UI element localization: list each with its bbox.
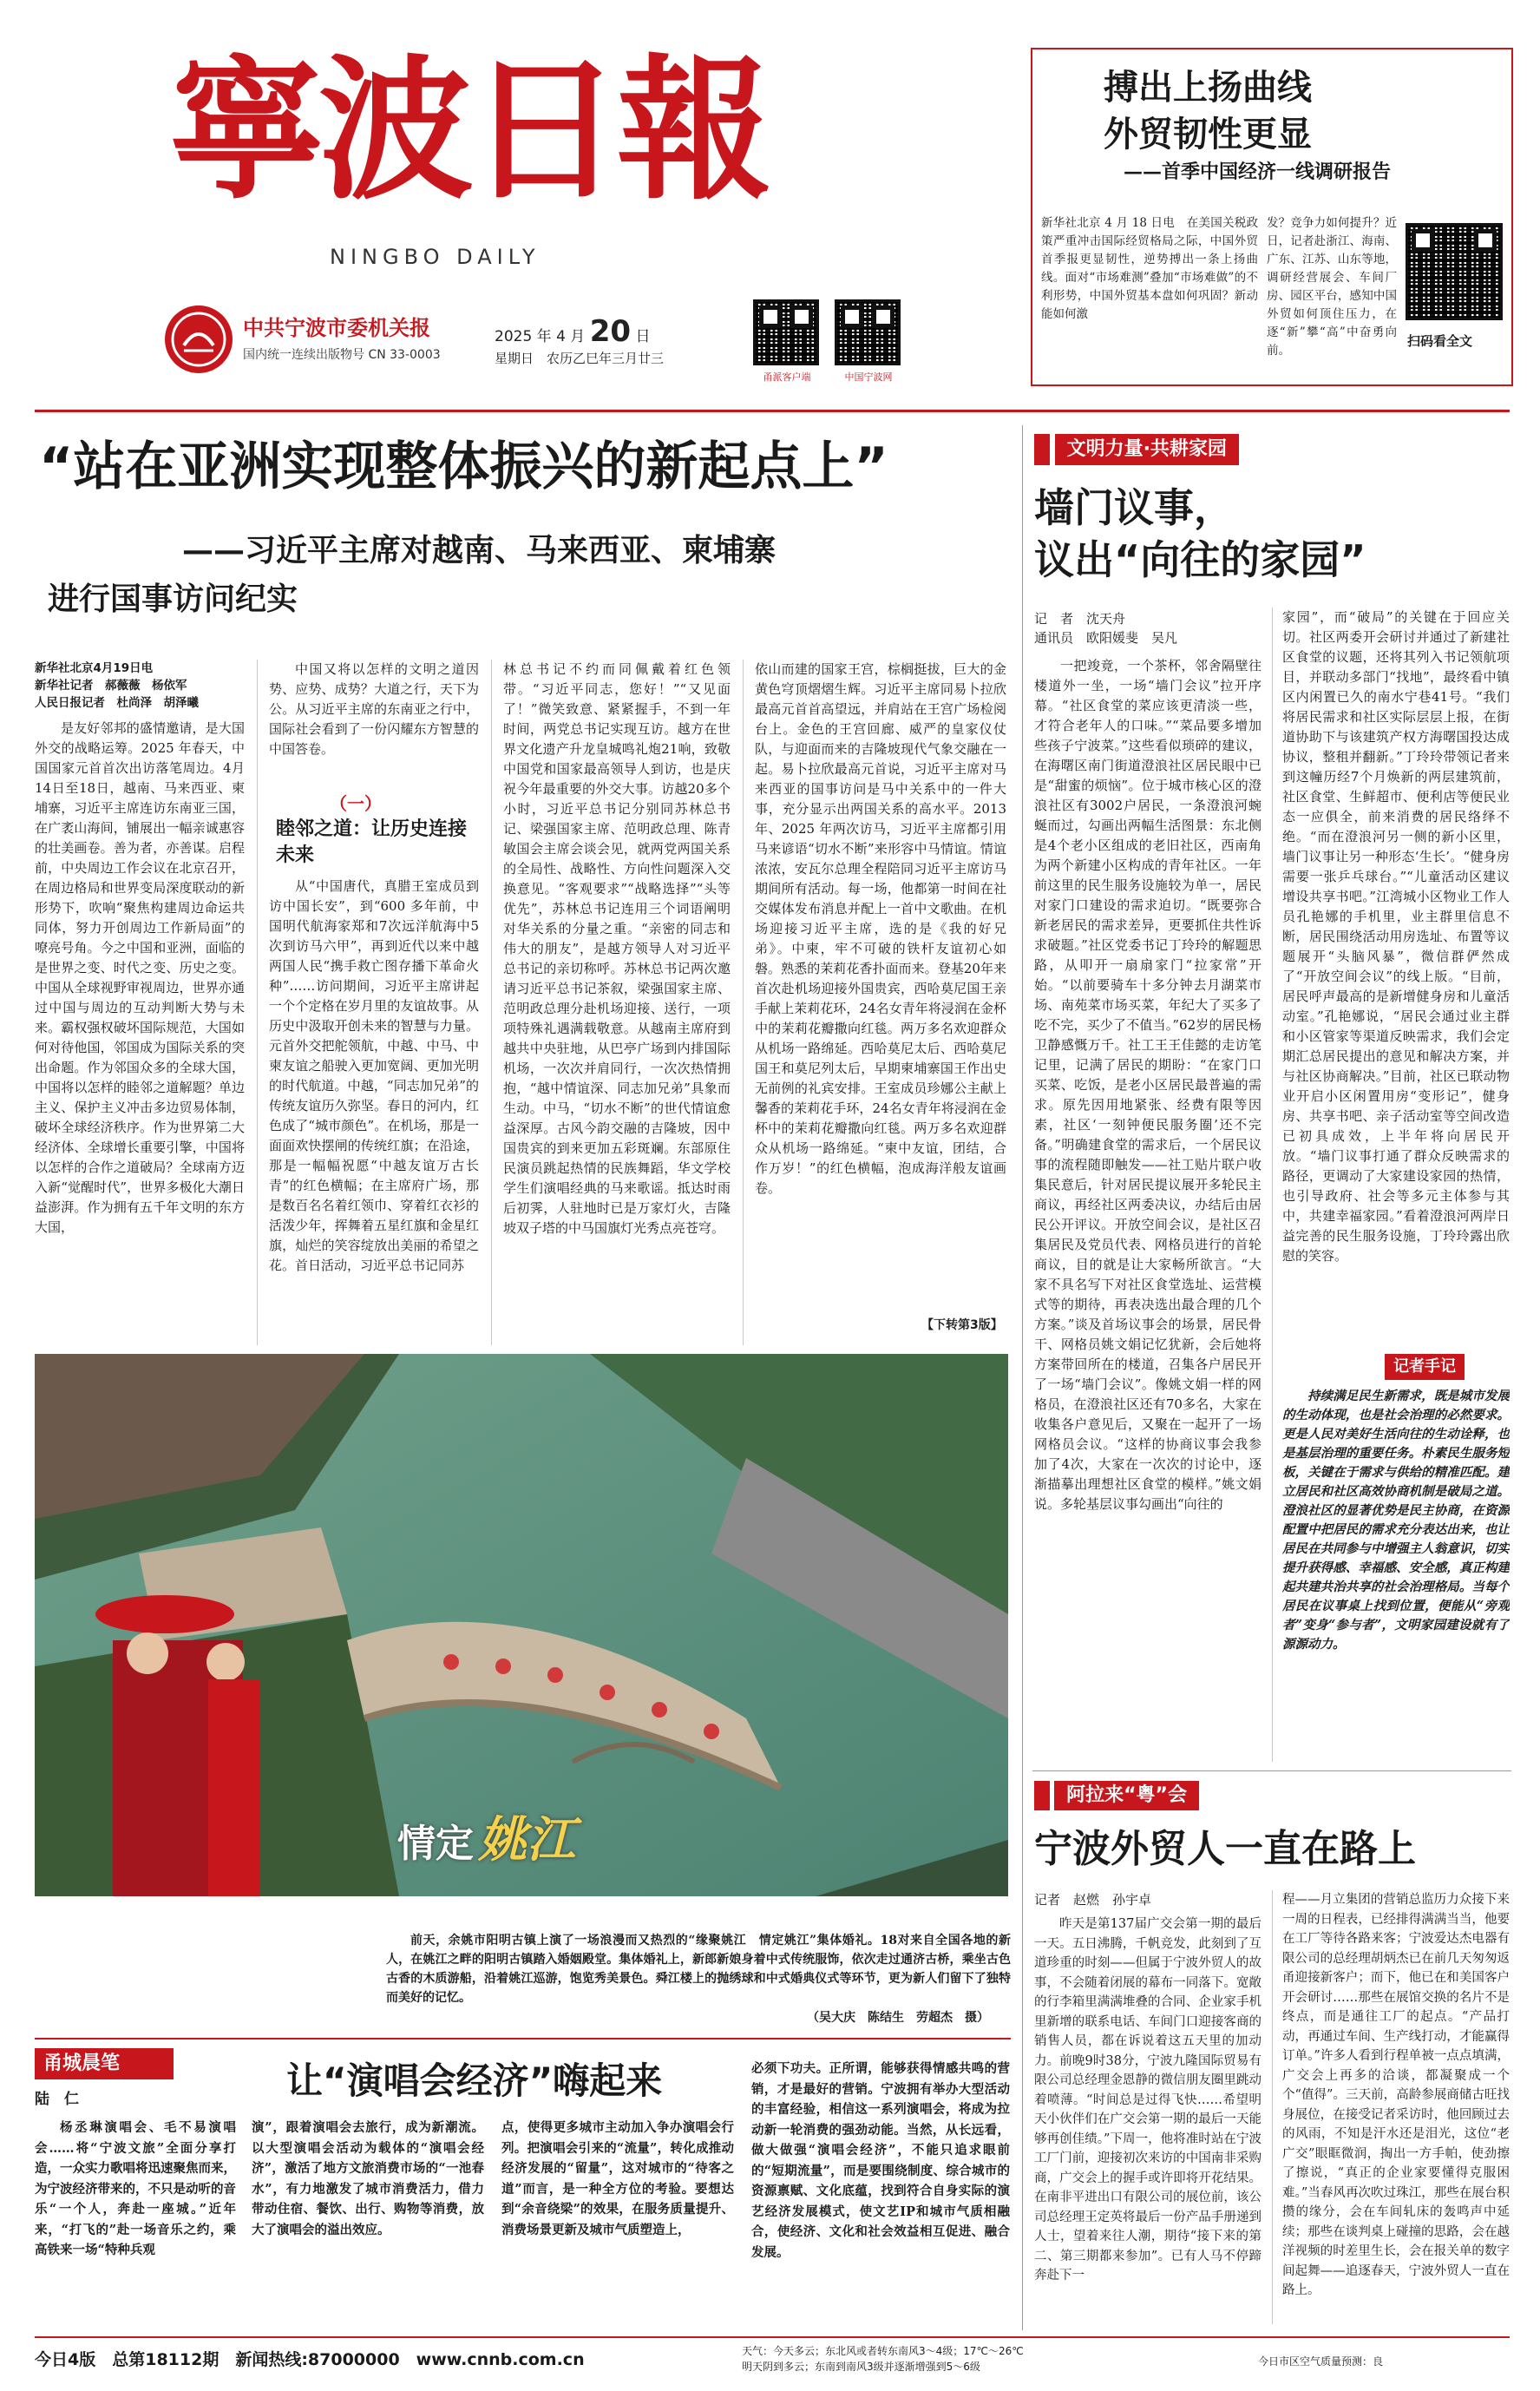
photo-title-box: [382, 1810, 591, 1870]
right2-reporter: 记者 赵燃 孙宇卓: [1034, 1892, 1152, 1908]
qr-label-app: 甬派客户端: [763, 371, 811, 383]
col-rule: [743, 660, 744, 1345]
right-column-rule: [1022, 425, 1023, 2330]
right1-note: 持续满足民生新需求，既是城市发展的生动体现，也是社会治理的必然要求。更是人民对美好生活向往的生动诠释，也是基层治理的重要任务。朴素民生服务短板，关键在于需求与供给的精准匹配。建立居民和社区高效协商机制是破局之道。澄浪社区的显著优势是民主协商，在资源配置中把居民的需求充分表达出来，也让居民在共同参与中增强主人翁意识，切实提升获得感、幸福感、安全感，真正构建起共建共治共享的社会治理格局。当每个居民在议事桌上找到位置，便能从“旁观者”变身“参与者”，文明家园建设就有了源源动力。: [1282, 1389, 1510, 1652]
paper-logo: [165, 305, 233, 373]
photo-credit: （吴大庆 陈结生 劳超杰 摄）: [807, 2008, 989, 2026]
right1-tag: [1034, 434, 1294, 465]
photo-title-a: 情定: [397, 1822, 474, 1866]
right1-col1: 一把竣竟，一个茶杯，邻舍隔壁往楼道外一坐，一场“墙门会议”拉开序幕。“社区食堂的菜应该更清淡一些，才符合老年人的口味。”“菜品要多增加些孩子宁波菜。”这些看似琐碎的建议，在海曙区南门街道澄浪社区居民眼中已是“甜蜜的烦恼”。位于城市核心区的澄浪社区有3002户居民，一条澄浪河蜿蜒而过，勾画出两幅生活图景：东北侧是4个老小区组成的老旧社区，西南角为两个新建小区构成的青年社区。一年前这里的民生服务设施较为单一，居民对家门口建设的需求迫切。“既要弥合新老居民的需求差异，更要抓住共性诉求破题。”社区党委书记丁玲玲的解题思路，从叩开一扇扇家门“拉家常”开始。“以前要骑车十多分钟去月湖菜市场、南苑菜市场买菜，年纪大了买多了吃不完，买少了不值当。”62岁的居民杨卫静感慨万千。社工王王佳懿的走访笔记里，记满了居民的期盼：“在家门口买菜、吃饭，是老小区居民最普遍的需求。原先因用地紧张、经费有限等因素，社区‘一刻钟便民服务圈’还不完备。”明确建食堂的需求后，一个居民议事的流程随即触发——社工贴片联户收集民意后，针对居民提议展开多轮民主商议，再经社区两委决议，办结后由居民公开评议。开放空间会议，是社区召集居民及党员代表、网格员进行的首轮商议，目的就是让大家畅所欲言。“大家不具名写下对社区食堂选址、运营模式等的期待，再表决选出最合理的几个方案。”谈及首场议事会的场景，居民骨干、网格员姚文娟记忆犹新，会后她将方案带回所在的楼道，召集各户居民开了一场“墙门会议”。像姚文娟一样的网格员，在澄浪社区还有70多名，大家在收集各户意见后，又聚在一起开了一场网格员会议。“这样的协商议事会我参加了4次，大家在一次次的讨论中，逐渐描摹出理想社区食堂的模样。”姚文娟说。多轮基层议事勾画出“向往的: [1034, 658, 1261, 1512]
right1-headline1: 墙门议事，: [1034, 484, 1234, 531]
bottom-col3: 点，使得更多城市主动加入争办演唱会行列。把演唱会引来的“流量”，转化成推动经济发展的“留量”，这对城市的“待客之道”而言，是一种全方位的考验。要想达到“余音绕梁”的效果，在服务质量提升、消费场景更新及城市气质塑造上，: [501, 2120, 734, 2237]
lead-section-title: 睦邻之道：让历史连接未来: [276, 818, 468, 866]
footer-air-quality: 今日市区空气质量预测：良: [1258, 2355, 1384, 2368]
qr-code-web[interactable]: [835, 299, 901, 365]
right2-tag: [1034, 1781, 1199, 1810]
right1-byline: [1034, 609, 1177, 647]
bottom-col1: 杨丞琳演唱会、毛不易演唱会……将“宁波文旅”全面分享打造，一众实力歌唱将迅速聚焦而来，为宁波经济带来的，不只是动听的音乐“一个人，奔赴一座城。”近年来，“打飞的”赴一场音乐之约，乘高铁来一场“特种兵观: [35, 2120, 236, 2257]
bottom-column-tag: 甬城晨笔: [35, 2048, 174, 2079]
footer-divider: [35, 2336, 1510, 2338]
lead-continued: 【下转第3版】: [921, 1318, 1003, 1332]
right2-col1: 昨天是第137届广交会第一期的最后一天。五日沸腾，千帆竞发，此刻到了互道珍重的时刻——但属于宁波外贸人的故事，不会随着闭展的幕布一同落下。宽敞的行李箱里满满堆叠的合同、企业家手机里新增的联系电话、车间门口迎接客商的销售人员，都在诉说着这五天里的加动力。前晚9时38分，宁波九隆国际贸易有限公司总经理金恩静的微信朋友圈里跳动着喷薄。“时间总是过得飞快……希望明天小伙伴们在广交会第一期的最后一天能够再创佳绩。”下周一，他将准时站在宁波工厂门前，迎接初次来访的中国南非采购商，广交会上的握手或许即将开花结果。在南非平进出口有限公司的展位前，该公司总经理王定英将最后一份产品手册递到人士，望着来往人潮，期待“接下来的第二、第三期都来参加”。已有人马不停蹄奔赴下一: [1034, 1917, 1261, 2283]
lead-col2a: 中国又将以怎样的文明之道因势、应势、成势？大道之行，天下为公。从习近平主席的东南亚之行中，国际社会看到了一份闪耀东方智慧的中国答卷。: [269, 661, 479, 757]
footer-weather-tomorrow: 明天阴到多云；东南到南风3级并逐渐增强到5～6级: [742, 2361, 980, 2373]
masthead-english: NINGBO DAILY: [330, 245, 541, 269]
lead-subhead2: 进行国事访问纪实: [48, 581, 298, 617]
photo-caption: 前天，余姚市阳明古镇上演了一场浪漫而又热烈的“缘聚姚江 情定姚江”集体婚礼。18对来自全国各地的新人，在姚江之畔的阳明古镇踏入婚姻殿堂。集体婚礼上，新郎新娘身着中式传统服饰，依次走过通济古桥，乘坐古色古香的木质游船，沿着姚江巡游，饱览秀美景色。舜江楼上的抛绣球和中式婚典仪式等环节，更为新人们留下了独特而美好的记忆。: [386, 1931, 1011, 2026]
top-feature-subhead: ——首季中国经济一线调研报告: [1124, 161, 1392, 183]
masthead-divider: [35, 410, 1510, 412]
right1-col2: 家园”，而“破局”的关键在于回应关切。社区两委开会研讨并通过了新建社区食堂的议题，还将其列入书记领航项目，并联动多部门“找地”，最终看中镇区内闲置已久的南水宁巷41号。“我们将居民需求和社区实际层层上报，在街道协助下与该建筑产权方海曙国投达成协议，整租并翻新。”丁玲玲带领记者来到这幢历经7个月焕新的两层建筑前，社区食堂、生鲜超市、便利店等便民业态一应俱全，前来消费的居民络绎不绝。“而在澄浪河另一侧的新小区里，墙门议事让另一种形态‘生长’。“健身房需要一张乒乓球台。”“儿童活动区建议增设共享书吧。”江湾城小区物业工作人员孔艳娜的手机里，业主群里信息不断，居民围绕活动用房选址、布置等议题展开“头脑风暴”，微信群俨然成了“开放空间会议”的线上版。“目前，居民呼声最高的是新增健身房和儿童活动室。”孔艳娜说，“居民会通过业主群和小区管家等渠道反映需求，我们会定期汇总居民提出的意见和解决方案，并与社区协商解决。”目前，社区已联动物业开启小区闲置用房“变形记”，健身房、共享书吧、亲子活动室等空间改造已初具成效，上半年将向居民开放。“墙门议事打通了群众反映需求的路径，更调动了大家建设家园的热情，也引导政府、社会等多元主体参与其中，共建幸福家园。”看着澄浪河两岸日益完善的民生服务设施，丁玲玲露出欣慰的笑容。: [1282, 609, 1510, 1264]
footer-left: 今日4版 总第18112期 新闻热线:87000000 www.cnnb.com.cn: [35, 2350, 585, 2369]
top-feature-body1: 新华社北京 4 月 18 日电 在美国关税政策严重冲击国际经贸格局之际，中国外贸首季报更显韧性，逆势搏出一条上扬曲线。面对“市场难测”叠加“市场难做”的不利形势，中国外贸基本盘如何巩固？新动能如何激: [1041, 216, 1258, 321]
tag-marker: [1034, 1781, 1050, 1810]
lead-byline: 新华社北京4月19日电 新华社记者 郝薇薇 杨依军 人民日报记者 杜尚泽 胡泽曦: [35, 661, 199, 710]
qr-code-app[interactable]: [753, 299, 819, 365]
bottom-headline: 让“演唱会经济”嗨起来: [286, 2059, 663, 2102]
masthead-weekday: 星期日 农历乙巳年三月廿三: [495, 351, 665, 366]
top-feature-body2: 发？竞争力如何提升？近日，记者赴浙江、海南、广东、江苏、山东等地，调研经营展会、车间厂房、园区平台，感知中国外贸如何顶住压力，在逐“新”攀“高”中奋勇向前。: [1267, 216, 1397, 358]
lead-col3: 林总书记不约而同佩戴着红色领带。“习近平同志，您好！”“又见面了！”微笑致意、紧紧握手，不到一年时间，两党总书记实现互访。越方在世界文化遗产升龙皇城鸣礼炮21响，致敬中国党和国家最高领导人到访，也是庆祝今年最重要的外交大事。访越20多个小时，习近平总书记分别同苏林总书记、梁强国家主席、范明政总理、陈青敏国会主席会谈会见，就两党两国关系的全局性、战略性、方向性问题深入交换意见。“客观要求”“战略选择”“头等优先”，苏林总书记连用三个词语阐明对华关系的分量之重。“亲密的同志和伟大的朋友”，是越方领导人对习近平总书记的亲切称呼。苏林总书记两次邀请习近平总书记茶叙，梁强国家主席、范明政总理分赴机场迎接、送行，一项项特殊礼遇满载敬意。从越南主席府到越共中央驻地，从巴亭广场到内排国际机场，一次次并肩同行，一次次热情拥抱，“越中情谊深、同志加兄弟”具象而生动。中马，“切水不断”的世代情谊愈益深厚。古风今韵交融的吉隆坡，因中国贵宾的到来更加五彩斑斓。东部原住民演员跳起热情的民族舞蹈，华文学校学生们演唱经典的马来歌谣。抵达时雨后初霁，人驻地时已是万家灯火，吉隆坡双子塔的中马国旗灯光秀点亮苍穹。: [503, 661, 731, 1236]
date-day: 20: [589, 314, 632, 349]
photo-title-b: 姚江: [478, 1811, 576, 1869]
bottom-col2: 演”，跟着演唱会去旅行，成为新潮流。以大型演唱会活动为载体的“演唱会经济”，激活了地方文旅消费市场的“一池春水”，有力地激发了城市消费活力，借力带动住宿、餐饮、出行、购物等消费，放大了演唱会的溢出效应。: [252, 2120, 484, 2237]
qr-label-web: 中国宁波网: [844, 371, 893, 383]
section-divider: [35, 2038, 1011, 2040]
masthead-title: 寧波日報: [169, 39, 766, 220]
right1-correspondent: 通讯员 欧阳媛斐 吴凡: [1034, 630, 1178, 646]
col-rule: [491, 660, 492, 1345]
top-feature-qr[interactable]: [1406, 223, 1503, 320]
col-rule: [257, 660, 258, 1345]
right1-headline2: 议出“向往的家园”: [1034, 536, 1366, 583]
lead-section-no: （一）: [330, 793, 382, 814]
lead-col2b: 从“中国唐代，真腊王室成员到访中国长安”，到“600 多年前，中国明代航海家郑和7次远洋航海中5次到访马六甲”，再到近代以来中越两国人民“携手救亡图存播下革命火种”……访问期间，习近平主席讲起一个个定格在岁月里的友谊故事。从历史中汲取开创未来的智慧与力量。元首外交把舵领航，中越、中马、中柬友谊之船驶入更加宽阔、更加光明的时代航道。中越，“同志加兄弟”的传统友谊历久弥坚。春日的河内，红色成了“城市颜色”。在机场，那是一面面欢快摆闸的传统红旗；在沿途，那是一幅幅祝愿“中越友谊万古长青”的红色横幅；在主席府广场，那是数百名名着红领巾、穿着红衣衫的活泼少年，挥舞着五星红旗和金星红旗，灿烂的笑容绽放出美丽的希望之花。首日活动，习近平总书记同苏: [269, 878, 479, 1273]
col-rule: [1272, 608, 1273, 1762]
top-feature-scan-label: 扫码看全文: [1407, 333, 1473, 349]
right1-note-tag: 记者手记: [1385, 1354, 1465, 1380]
col-rule: [1272, 1890, 1273, 2324]
masthead-date: 2025 年 4 月 20 日: [495, 314, 651, 349]
section-divider: [1032, 1770, 1511, 1771]
footer-weather-today: 天气：今天多云；东北风或者转东南风3～4级；17℃～26℃: [742, 2345, 1024, 2357]
lead-col1: 是友好邻邦的盛情邀请，是大国外交的战略运筹。2025 年春天，中国国家元首首次出访落笔周边。4月14日至18日，越南、马来西亚、柬埔寨，习近平主席连访东南亚三国，在广袤山海间，铺展出一幅亲诚惠容的壮美画卷。善为者，亦善谋。启程前，中央周边工作会议在北京召开，在周边格局和世界变局深度联动的新形势下，吹响“聚焦构建周边命运共同体，努力开创周边工作新局面”的嘹亮号角。今之中国和亚洲，面临的是世界之变、时代之变、历史之变。中国从全球视野审视周边，世界亦通过中国与周边的互动判断大势与未来。霸权强权破坏国际规范，大国如何对待他国，邻国成为国际关系的突出命题。作为邻国众多的全球大国，中国将以怎样的睦邻之道解题？单边主义、保护主义冲击多边贸易体制，破坏全球经济秩序。作为世界第二大经济体、全球增长重要引擎，中国将以怎样的合作之道破局？全球南方迈入新“觉醒时代”，世界多极化大潮日益澎湃。作为拥有五千年文明的东方大国，: [35, 720, 245, 1235]
top-feature-headline2: 外贸韧性更显: [1104, 115, 1312, 154]
tag-marker: [1034, 434, 1050, 465]
lead-col4: 依山而建的国家王宫，棕榈挺拔，巨大的金黄色穹顶熠熠生辉。习近平主席同易卜拉欣最高元首首高望远，并肩站在王宫广场检阅台上。金色的王宫回廊、威严的皇家仪仗队，与迎面而来的吉隆坡现代气象交融在一起。易卜拉欣最高元首说，习近平主席对马来西亚的国事访问是马中关系中的一件大事，充分显示出两国关系的高水平。2013 年、2025 年两次访马，习近平主席都引用马来谚语“切水不断”来形容中马情谊。情谊浓浓，安瓦尔总理全程陪同习近平主席访马期间所有活动。每一场，他都第一时间在社交媒体发布消息并配上一首中文歌曲。在机场迎接习近平主席，选的是《我的好兄弟》。中柬，牢不可破的铁杆友谊初心如磐。熟悉的茉莉花香扑面而来。登基20年来首次赴机场迎接外国贵宾，西哈莫尼国王亲手献上茉莉花环，24名女青年将浸润在金杯中的茉莉花瓣撒向红毯。两万多名欢迎群众从机场一路绵延。西哈莫尼太后、西哈莫尼国王和莫尼列太后，早期柬埔寨国王作出史无前例的礼宾安排。王室成员珍娜公主献上馨香的茉莉花手环，24名女青年将浸润在金杯中的茉莉花瓣撒向红毯。两万多名欢迎群众从机场一路绵延。“柬中友谊，团结，合作万岁！”的红色横幅，泡成海洋般友谊画卷。: [755, 661, 1006, 1196]
right1-reporter: 记 者 沈天舟: [1034, 611, 1126, 627]
right2-headline: 宁波外贸人一直在路上: [1034, 1827, 1416, 1871]
feature-photo: [35, 1354, 1008, 1896]
right1-tag-text: 文明力量·共耕家园: [1055, 434, 1239, 465]
top-feature-box: [1031, 48, 1513, 386]
bottom-col4: 必须下功夫。正所谓，能够获得情感共鸣的营销，才是最好的营销。宁波拥有举办大型活动的丰富经验，相信这一系列演唱会，将成为拉动新一轮消费的强劲动能。当然，从长远看，做大做强“演唱会经济”，不能只追求眼前的“短期流量”，而是要围绕制度、综合城市的资源禀赋、文化底蕴，找到符合自身实际的演艺经济发展模式，使文艺IP和城市气质相融合，使经济、文化和社会效益相互促进、融合发展。: [751, 2061, 1010, 2260]
top-feature-headline1: 搏出上扬曲线: [1104, 68, 1312, 108]
lead-headline: “站在亚洲实现整体振兴的新起点上”: [39, 437, 888, 497]
masthead-org: 中共宁波市委机关报: [243, 316, 430, 340]
lead-subhead1: ——习近平主席对越南、马来西亚、柬埔寨: [182, 532, 777, 568]
bottom-author: 陆 仁: [35, 2091, 79, 2108]
masthead-issn: 国内统一连续出版物号 CN 33-0003: [243, 348, 441, 362]
right2-col2: 程——月立集团的营销总监历力众接下来一周的日程表，已经排得满满当当，他要在工厂等待各路来客；宁波爱达杰电器有限公司的总经理胡炳杰已在前几天匆匆返甬迎接新客户；而下，他已在和美国客户开会研讨……那些在展馆交换的名片不是终点，而是通往工厂的起点。“产品打动，再通过车间、生产线打动，才能赢得订单。”许多人看到行程单被一点点填满，广交会上再多的洽谈，都凝聚成一个个“值得”。三天前，高龄参展商储古旺找身展位，在接受记者采访时，他回顾过去的风雨，不知是汗水还是泪光，这位“老广交”眼眶微润，掏出一方手帕，使劲擦了擦说，“真正的企业家要懂得克服困难。”当春风再次吹过珠江，那些在展台积攒的缘分，会在车间轧床的轰鸣声中延续；那些在谈判桌上碰撞的思路，会在越洋视频的时差里生长，会在报关单的数字间起舞——追逐春天，宁波外贸人一直在路上。: [1282, 1893, 1510, 2297]
footer-weather: [742, 2343, 1228, 2375]
right2-tag-text: 阿拉来“粤”会: [1054, 1781, 1199, 1810]
